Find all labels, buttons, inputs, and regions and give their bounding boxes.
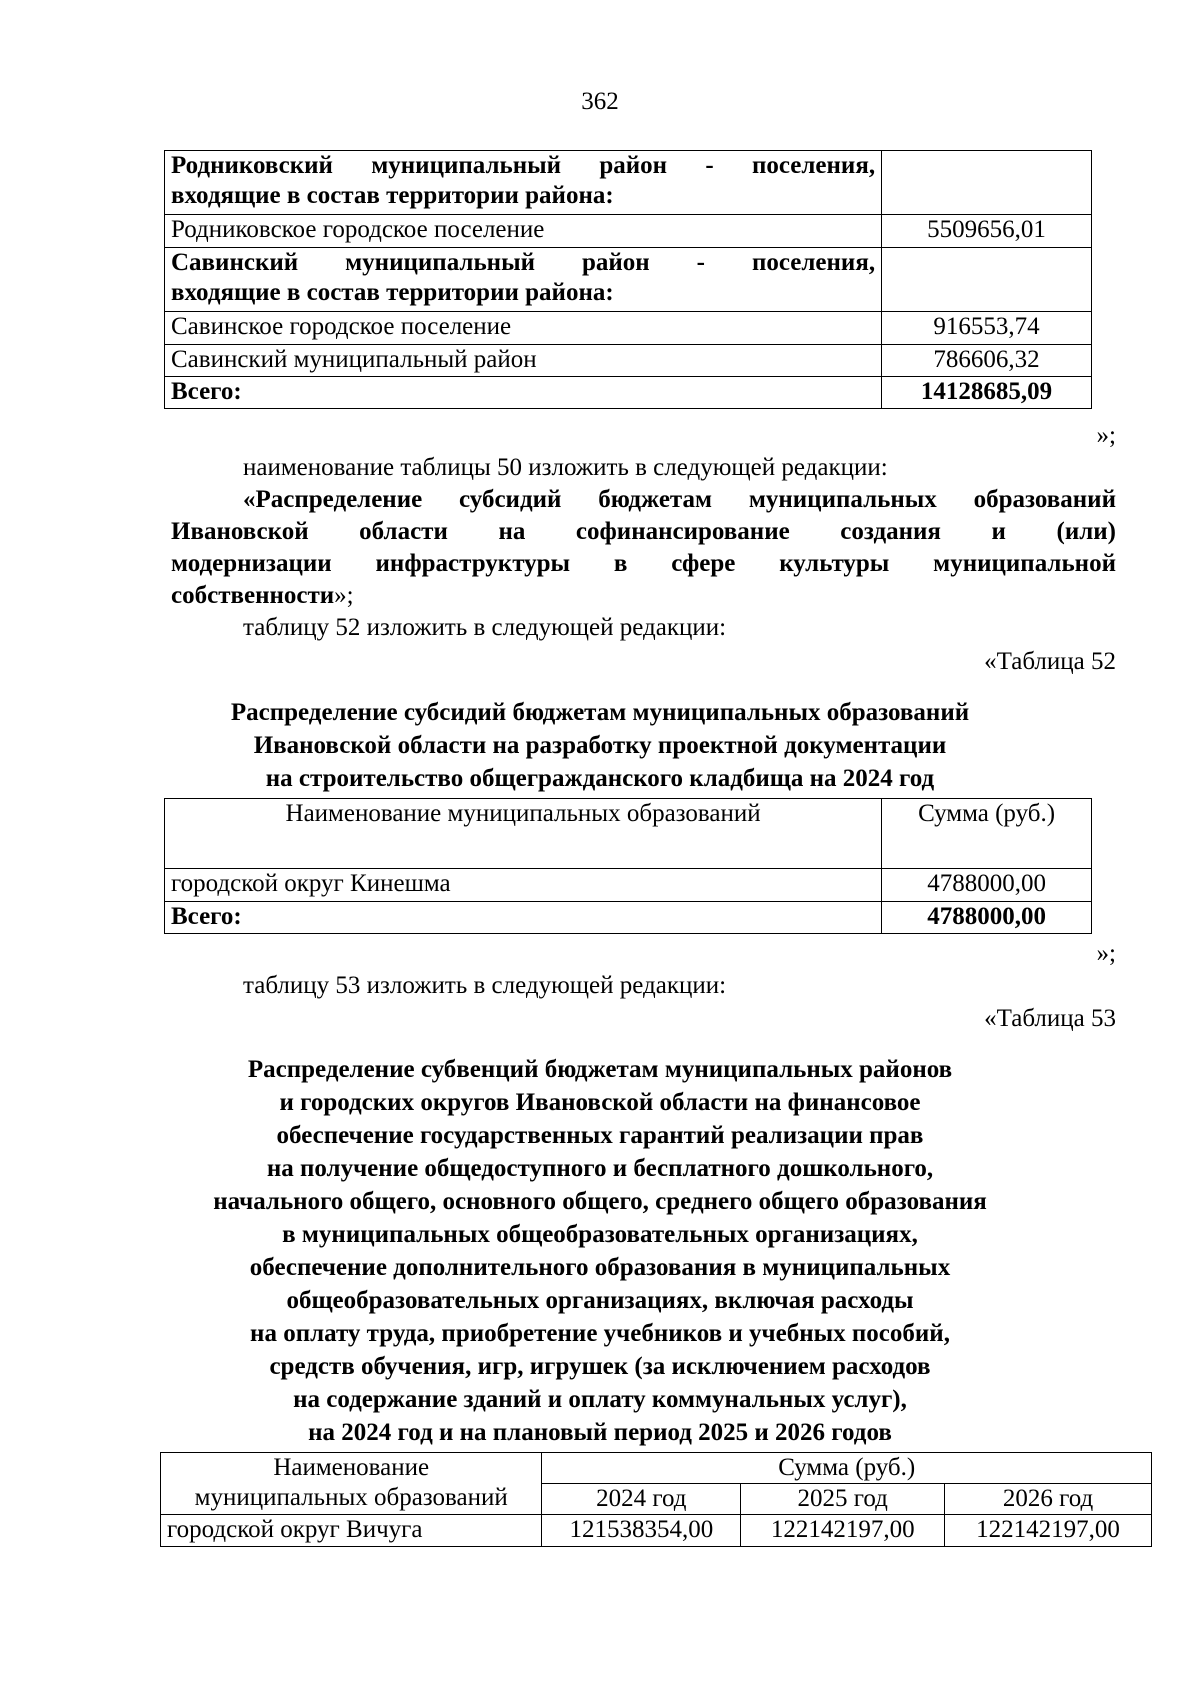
table-header-row — [165, 799, 1092, 869]
table-cell-name: Родниковское городское поселение — [165, 215, 882, 248]
table-row — [165, 151, 1092, 215]
table-title: Распределение субвенций бюджетам муниципальных районов и городских округов Ивановской области на финансовое обеспечение государственных гарантий реализации прав на получение общедоступного и бесплатного дошкольного, начального общего, основного общего, среднего общего образования в муниципальных общеобразовательных организациях, обеспечение дополнительного образования в муниципальных общеобразовательных организациях, включая расходы на оплату труда, приобретение учебников и учебных пособий, средств обучения, игр, игрушек (за исключением расходов на содержание зданий и оплату коммунальных услуг), на 2024 год и на плановый период 2025 и 2026 годов — [213, 1056, 987, 1446]
table-row — [165, 869, 1092, 902]
header-sum: Сумма (руб.) — [882, 799, 1092, 869]
table-cell-value: 916553,74 — [882, 312, 1092, 345]
table-continuation — [164, 150, 1092, 409]
table-cell-name: Савинский муниципальный район — [165, 345, 882, 377]
table-cell-value: 4788000,00 — [882, 902, 1092, 934]
close-quote: »; — [1096, 940, 1116, 967]
header-name: Наименование муниципальных образований — [161, 1453, 542, 1515]
table-title: Распределение субсидий бюджетам муниципальных образований Ивановской области на разработку проектной документации на строительство общегражданского кладбища на 2024 год — [230, 699, 970, 792]
close-quote: »; — [1096, 422, 1116, 449]
page-number: 362 — [581, 88, 619, 115]
table-cell-name: городской округ Вичуга — [161, 1515, 542, 1547]
table-label: «Таблица 52 — [984, 648, 1116, 675]
table-cell-name: Родниковский муниципальный район - поселения, входящие в состав территории района: — [165, 151, 882, 215]
table-row — [165, 345, 1092, 377]
table-cell-name: Савинское городское поселение — [165, 312, 882, 345]
table-cell-value: 122142197,00 — [741, 1515, 945, 1547]
header-name: Наименование муниципальных образований — [165, 799, 882, 869]
paragraph: наименование таблицы 50 изложить в следующей редакции: — [243, 454, 888, 481]
table-cell-value: 122142197,00 — [945, 1515, 1152, 1547]
paragraph-bold: «Распределение субсидий бюджетам муниципальных образований — [243, 486, 1116, 513]
table-53 — [160, 1452, 1152, 1547]
table-cell-value: 121538354,00 — [542, 1515, 741, 1547]
paragraph: собственности»; — [171, 582, 354, 609]
table-row — [165, 215, 1092, 248]
table-cell-name: Всего: — [165, 902, 882, 934]
table-cell-value — [882, 248, 1092, 312]
table-row — [165, 377, 1092, 409]
paragraph: таблицу 53 изложить в следующей редакции: — [243, 972, 727, 999]
table-52 — [164, 798, 1092, 934]
header-year: 2025 год — [741, 1484, 945, 1515]
paragraph-bold: модернизации инфраструктуры в сфере культуры муниципальной — [171, 550, 1116, 577]
paragraph-bold: Ивановской области на софинансирование создания и (или) — [171, 518, 1116, 545]
table-header-row — [161, 1453, 1152, 1484]
paragraph: таблицу 52 изложить в следующей редакции: — [243, 614, 727, 641]
table-cell-value: 4788000,00 — [882, 869, 1092, 902]
header-sum: Сумма (руб.) — [542, 1453, 1152, 1484]
table-cell-name: Всего: — [165, 377, 882, 409]
header-year: 2026 год — [945, 1484, 1152, 1515]
header-year: 2024 год — [542, 1484, 741, 1515]
table-label: «Таблица 53 — [984, 1005, 1116, 1032]
table-row — [165, 248, 1092, 312]
table-cell-value: 14128685,09 — [882, 377, 1092, 409]
table-row — [165, 902, 1092, 934]
table-row — [161, 1515, 1152, 1547]
table-cell-name: городской округ Кинешма — [165, 869, 882, 902]
table-cell-value: 5509656,01 — [882, 215, 1092, 248]
table-cell-value: 786606,32 — [882, 345, 1092, 377]
table-cell-value — [882, 151, 1092, 215]
table-cell-name: Савинский муниципальный район - поселения, входящие в состав территории района: — [165, 248, 882, 312]
table-row — [165, 312, 1092, 345]
